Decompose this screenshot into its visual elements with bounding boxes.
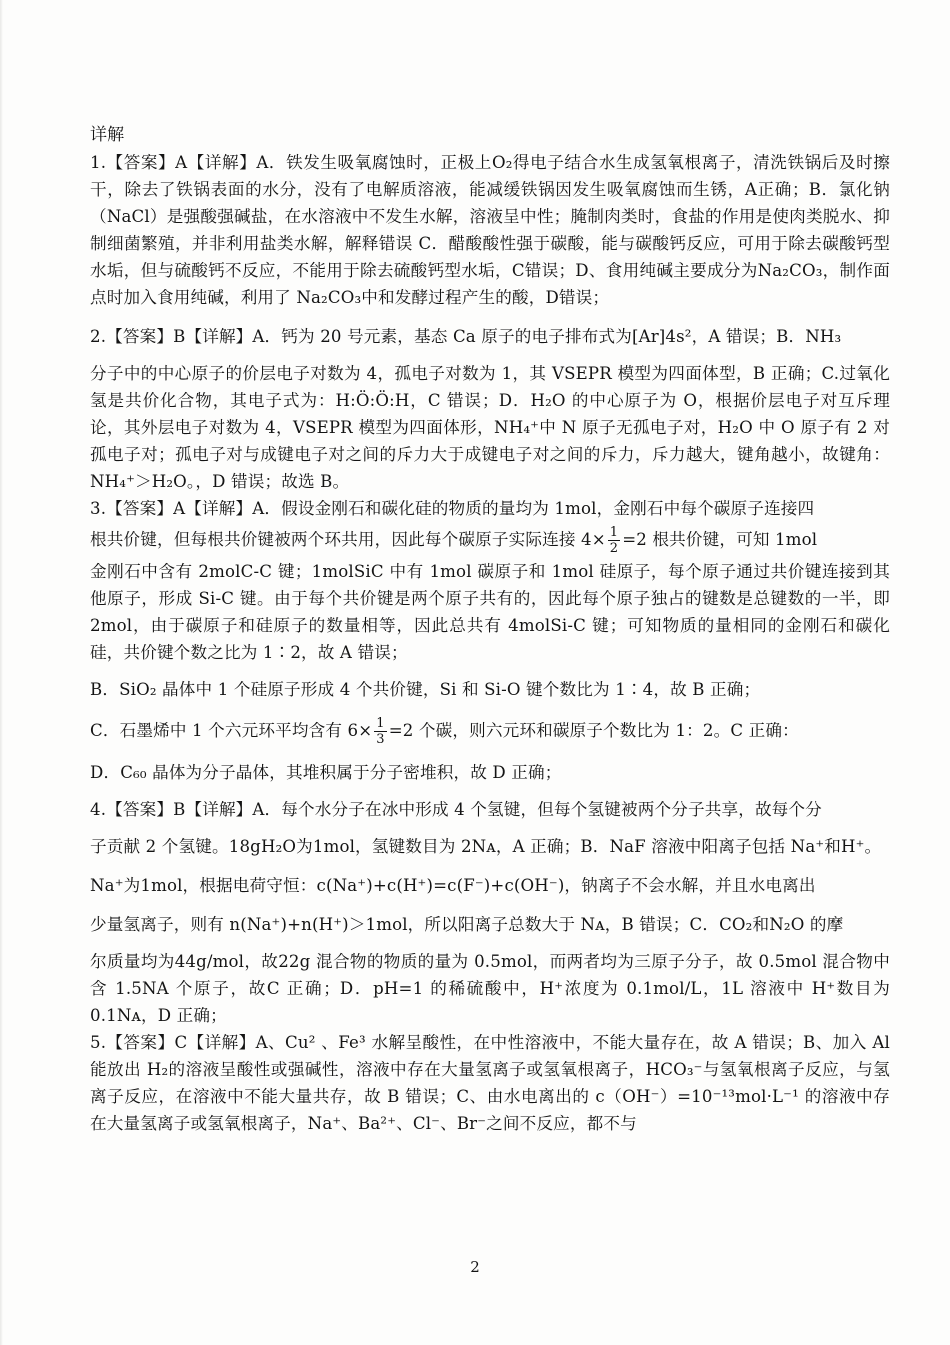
fraction-denominator: 2 bbox=[609, 541, 619, 556]
answer-3-option-d: D．C₆₀ 晶体为分子晶体，其堆积属于分子密堆积，故 D 正确； bbox=[90, 763, 562, 782]
fraction-one-third bbox=[374, 716, 386, 747]
answer-2-body: 分子中的中心原子的价层电子对数为 4，孤电子对数为 1，其 VSEPR 模型为四面体型，B 正确；C.过氧化氢是共价化合物，其电子式为：H:Ö:Ö:H，C 错误；D．H₂O 的中心原子为 O，根据价层电子对互斥理论，其外层电子对数为 4，VSEPR 模型为四面体形，NH₄⁺中 N 原子无孤电子对，H₂O 中 O 原子有 2 对孤电子对；孤电子对与成键电子对之间的斥力大于成键电子对之间的斥力，斥力越大，键角越小，故键角：NH₄⁺＞H₂O。，D 错误；故选 B。 bbox=[90, 364, 890, 491]
section-heading: 详解 bbox=[90, 125, 125, 145]
answer-3-text-after-fraction: =2 根共价键，可知 1mol bbox=[622, 530, 818, 549]
answer-5: 5.【答案】C【详解】A、Cu² 、Fe³ 水解呈酸性，在中性溶液中，不能大量存在，故 A 错误；B、加入 Al 能放出 H₂的溶液呈酸性或强碱性，溶液中存在大量氢离子或氢氧根离子，HCO₃⁻与氢氧根离子反应，与氢离子反应，在溶液中不能大量共存，故 B 错误；C、由水电离出的 c（OH⁻）=10⁻¹³mol·L⁻¹ 的溶液中存在大量氢离子或氢氧根离子，Na⁺、Ba²⁺、Cl⁻、Br⁻之间不反应，都不与 bbox=[90, 1033, 896, 1133]
answer-explanations bbox=[90, 122, 896, 1137]
answer-3-option-b: B．SiO₂ 晶体中 1 个硅原子形成 4 个共价键，Si 和 Si-O 键个数比为 1∶4，故 B 正确； bbox=[90, 680, 761, 699]
answer-3-text-before-fraction: 根共价键，但每根共价键被两个环共用，因此每个碳原子实际连接 4× bbox=[90, 530, 606, 549]
answer-3-body: 金刚石中含有 2molC-C 键；1molSiC 中有 1mol 碳原子和 1mol 硅原子，每个原子通过共价键连接到其他原子，形成 Si-C 键。由于每个共价键是两个原子共有的，因此每个原子独占的键数是总键数的一半，即 2mol，由于碳原子和硅原子的数量相等，因此总共有 4molSi-C 键；可知物质的量相同的金刚石和碳化硅，共价键个数之比为 1∶2，故 A 错误； bbox=[90, 562, 896, 662]
answer-3-line-1: 3.【答案】A【详解】A．假设金刚石和碳化硅的物质的量均为 1mol，金刚石中每个碳原子连接四 bbox=[90, 499, 815, 518]
answer-4-line-2: 子贡献 2 个氢键。18gH₂O为1mol，氢键数目为 2Nᴀ，A 正确；B．NaF 溶液中阳离子包括 Na⁺和H⁺。 bbox=[90, 837, 882, 856]
answer-3-line-2 bbox=[90, 522, 890, 558]
answer-4-line-4: 少量氢离子，则有 n(Na⁺)+n(H⁺)＞1mol，所以阳离子总数大于 Nᴀ，B 错误；C．CO₂和N₂O 的摩 bbox=[90, 915, 844, 934]
fraction-numerator: 1 bbox=[376, 716, 385, 731]
answer-4-line-1: 4.【答案】B【详解】A．每个水分子在冰中形成 4 个氢键，但每个氢键被两个分子共享，故每个分 bbox=[90, 800, 822, 819]
page-number: 2 bbox=[470, 1258, 480, 1276]
answer-3c-text-before-fraction: C．石墨烯中 1 个六元环平均含有 6× bbox=[90, 721, 373, 740]
answer-1: 1.【答案】A【详解】A．铁发生吸氧腐蚀时，正极上O₂得电子结合水生成氢氧根离子，清洗铁锅后及时擦干，除去了铁锅表面的水分，没有了电解质溶液，能减缓铁锅因发生吸氧腐蚀而生锈，A正确；B．氯化钠（NaCl）是强酸强碱盐，在水溶液中不发生水解，溶液呈中性；腌制肉类时，食盐的作用是使肉类脱水、抑制细菌繁殖，并非利用盐类水解，解释错误 C．醋酸酸性强于碳酸，能与碳酸钙反应，可用于除去碳酸钙型水垢，但与硫酸钙不反应，不能用于除去硫酸钙型水垢，C错误；D、食用纯碱主要成分为Na₂CO₃，制作面点时加入食用纯碱，利用了 Na₂CO₃中和发酵过程产生的酸，D错误； bbox=[90, 153, 890, 307]
page-edge-shadow bbox=[0, 0, 3, 1345]
answer-3-option-c bbox=[90, 713, 890, 749]
fraction-one-half bbox=[608, 525, 620, 556]
answer-3c-text-after-fraction: =2 个碳，则六元环和碳原子个数比为 1：2。C 正确： bbox=[388, 721, 799, 740]
fraction-denominator: 3 bbox=[376, 732, 385, 747]
answer-4-body: 尔质量均为44g/mol，故22g 混合物的物质的量为 0.5mol，而两者均为三原子分子，故 0.5mol 混合物中含 1.5NA 个原子，故C 正确；D．pH=1 的稀硫酸中，H⁺浓度为 0.1mol/L，1L 溶液中 H⁺数目为 0.1Nᴀ，D 正确； bbox=[90, 952, 896, 1025]
answer-4-line-3: Na⁺为1mol，根据电荷守恒：c(Na⁺)+c(H⁺)=c(F⁻)+c(OH⁻)，钠离子不会水解，并且水电离出 bbox=[90, 876, 816, 895]
answer-2-line-1: 2.【答案】B【详解】A．钙为 20 号元素，基态 Ca 原子的电子排布式为[Ar]4s²，A 错误；B．NH₃ bbox=[90, 327, 842, 346]
fraction-numerator: 1 bbox=[609, 525, 619, 540]
